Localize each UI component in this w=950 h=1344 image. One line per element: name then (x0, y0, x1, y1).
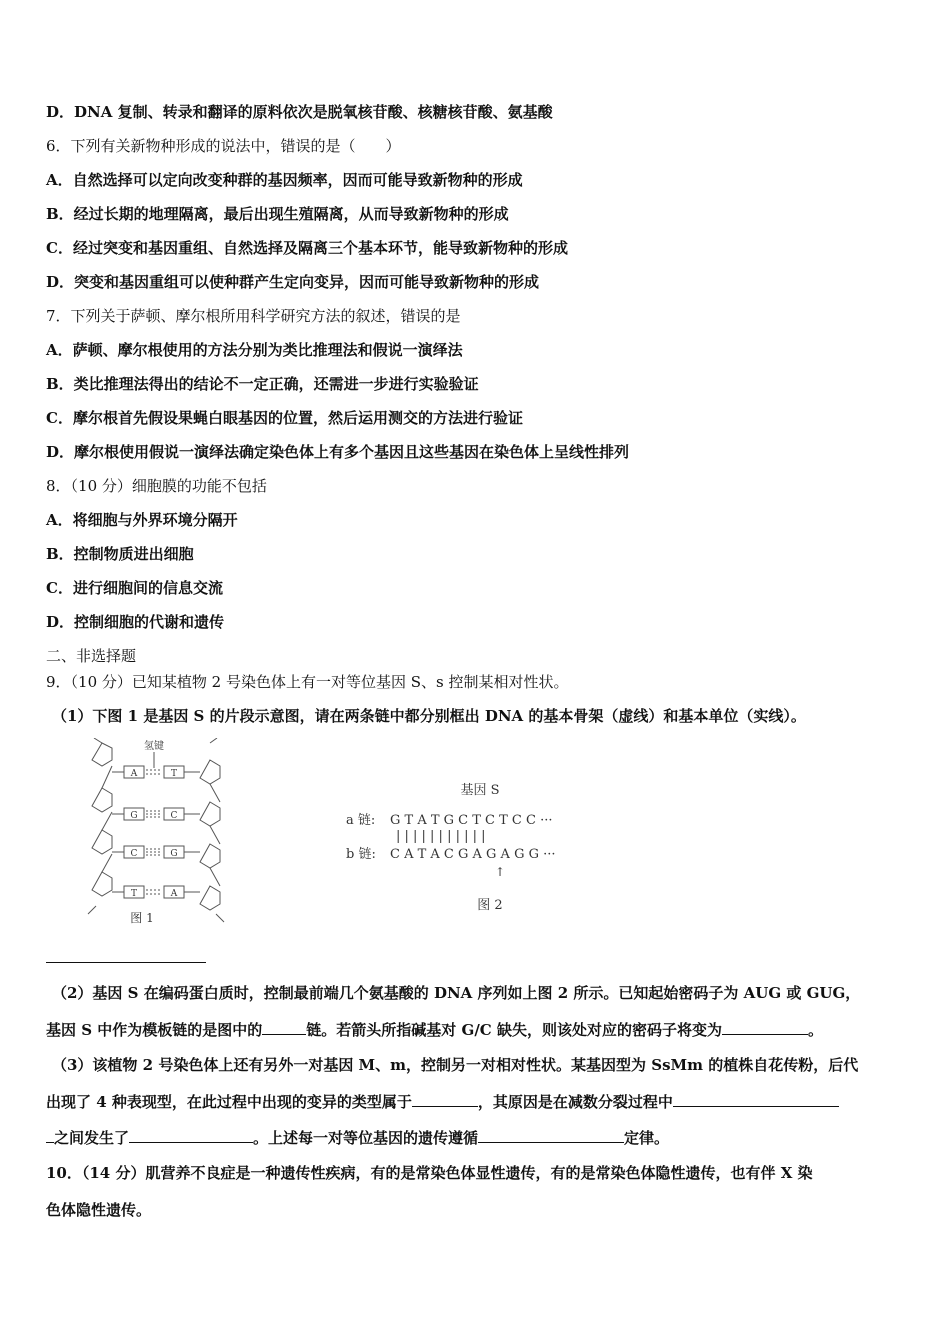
divider (46, 962, 206, 963)
q9-part-3-line-3 (46, 1128, 669, 1148)
q9-part-2-text-2: 链。若箭头所指碱基对 G/C 缺失，则该处对应的密码子将变为 (306, 1021, 722, 1039)
deletion-arrow-icon: ↑ (494, 865, 506, 879)
question-9: 9．（10 分）已知某植物 2 号染色体上有一对等位基因 S、s 控制某相对性状。 (46, 673, 569, 691)
answer-blank-codon[interactable] (722, 1020, 808, 1035)
base-left-4: T (130, 889, 138, 899)
q9-part-2-text-1: 基因 S 中作为模板链的是图中的 (46, 1021, 263, 1039)
q9-part-1: （1）下图 1 是基因 S 的片段示意图，请在两条链中都分别框出 DNA 的基本骨架（虚线）和基本单位（实线）。 (52, 707, 806, 725)
q9-part-3-text-5: 定律。 (624, 1129, 670, 1147)
base-pair-bars: | | | | | | | | | | | (396, 829, 486, 844)
base-right-1: T (170, 769, 178, 779)
question-10-line-1: 10．（14 分）肌营养不良症是一种遗传性疾病，有的是常染色体显性遗传，有的是常染色体隐性遗传，也有伴 X 染 (46, 1164, 813, 1182)
figure-2-caption: 图 2 (477, 898, 503, 913)
figure-1-dna-diagram (82, 738, 242, 928)
q7-option-b: B．类比推理法得出的结论不一定正确，还需进一步进行实验验证 (46, 375, 479, 393)
question-7: 7．下列关于萨顿、摩尔根所用科学研究方法的叙述，错误的是 (46, 307, 461, 325)
q6-option-c: C．经过突变和基因重组、自然选择及隔离三个基本环节，能导致新物种的形成 (46, 239, 568, 257)
q6-option-b: B．经过长期的地理隔离，最后出现生殖隔离，从而导致新物种的形成 (46, 205, 509, 223)
question-6: 6．下列有关新物种形成的说法中，错误的是（ ） (46, 137, 401, 155)
figure-2-gene-sequence (340, 776, 580, 916)
q9-part-3-text-3: 之间发生了 (54, 1129, 130, 1147)
base-right-3: G (170, 849, 178, 859)
strand-a-sequence: G T A T G C T C T C C ··· (390, 813, 553, 828)
answer-blank-event[interactable] (129, 1128, 253, 1143)
base-right-4: A (170, 889, 178, 899)
question-8: 8．（10 分）细胞膜的功能不包括 (46, 477, 267, 495)
base-right-2: C (170, 811, 178, 821)
q8-option-d: D．控制细胞的代谢和遗传 (46, 613, 225, 631)
q7-option-c: C．摩尔根首先假设果蝇白眼基因的位置，然后运用测交的方法进行验证 (46, 409, 523, 427)
section-2-heading: 二、非选择题 (46, 647, 137, 665)
hydrogen-bond-label: 氢键 (144, 741, 164, 752)
q9-part-3-text-2: ，其原因是在减数分裂过程中 (477, 1093, 673, 1111)
q9-part-3-text-4: 。上述每一对等位基因的遗传遵循 (253, 1129, 479, 1147)
base-left-1: A (130, 769, 138, 779)
q9-part-3-text-1: 出现了 4 种表现型，在此过程中出现的变异的类型属于 (46, 1093, 412, 1111)
q8-option-b: B．控制物质进出细胞 (46, 545, 194, 563)
q9-part-2-line-2 (46, 1020, 823, 1040)
strand-b-label: b 链: (346, 847, 376, 862)
q9-part-2-text-3: 。 (807, 1021, 823, 1039)
base-left-2: G (130, 811, 138, 821)
base-left-3: C (130, 849, 138, 859)
q9-part-3-line-2 (46, 1092, 839, 1112)
q9-part-2-line-1: （2）基因 S 在编码蛋白质时，控制最前端几个氨基酸的 DNA 序列如上图 2 所示。已知起始密码子为 AUG 或 GUG， (52, 984, 861, 1002)
strand-a-label: a 链: (346, 813, 376, 828)
answer-blank-law[interactable] (478, 1128, 624, 1143)
q7-option-a: A．萨顿、摩尔根使用的方法分别为类比推理法和假说一演绎法 (46, 341, 463, 359)
answer-blank-between-cont[interactable] (46, 1128, 54, 1143)
q9-part-3-line-1: （3）该植物 2 号染色体上还有另外一对基因 M、m，控制另一对相对性状。某基因型为 SsMm 的植株自花传粉，后代 (52, 1056, 859, 1074)
q5-option-d: D．DNA 复制、转录和翻译的原料依次是脱氧核苷酸、核糖核苷酸、氨基酸 (46, 103, 553, 121)
q7-option-d: D．摩尔根使用假说一演绎法确定染色体上有多个基因且这些基因在染色体上呈线性排列 (46, 443, 630, 461)
question-10-line-2: 色体隐性遗传。 (46, 1201, 152, 1219)
strand-b-sequence: C A T A C G A G A G G ··· (390, 847, 556, 862)
figure-1-caption: 图 1 (130, 911, 154, 925)
q8-option-a: A．将细胞与外界环境分隔开 (46, 511, 238, 529)
answer-blank-strand[interactable] (262, 1020, 306, 1035)
gene-s-title: 基因 S (460, 783, 500, 798)
answer-blank-variation-type[interactable] (412, 1092, 478, 1107)
answer-blank-between[interactable] (673, 1092, 839, 1107)
q6-option-d: D．突变和基因重组可以使种群产生定向变异，因而可能导致新物种的形成 (46, 273, 540, 291)
q8-option-c: C．进行细胞间的信息交流 (46, 579, 223, 597)
q6-option-a: A．自然选择可以定向改变种群的基因频率，因而可能导致新物种的形成 (46, 171, 523, 189)
